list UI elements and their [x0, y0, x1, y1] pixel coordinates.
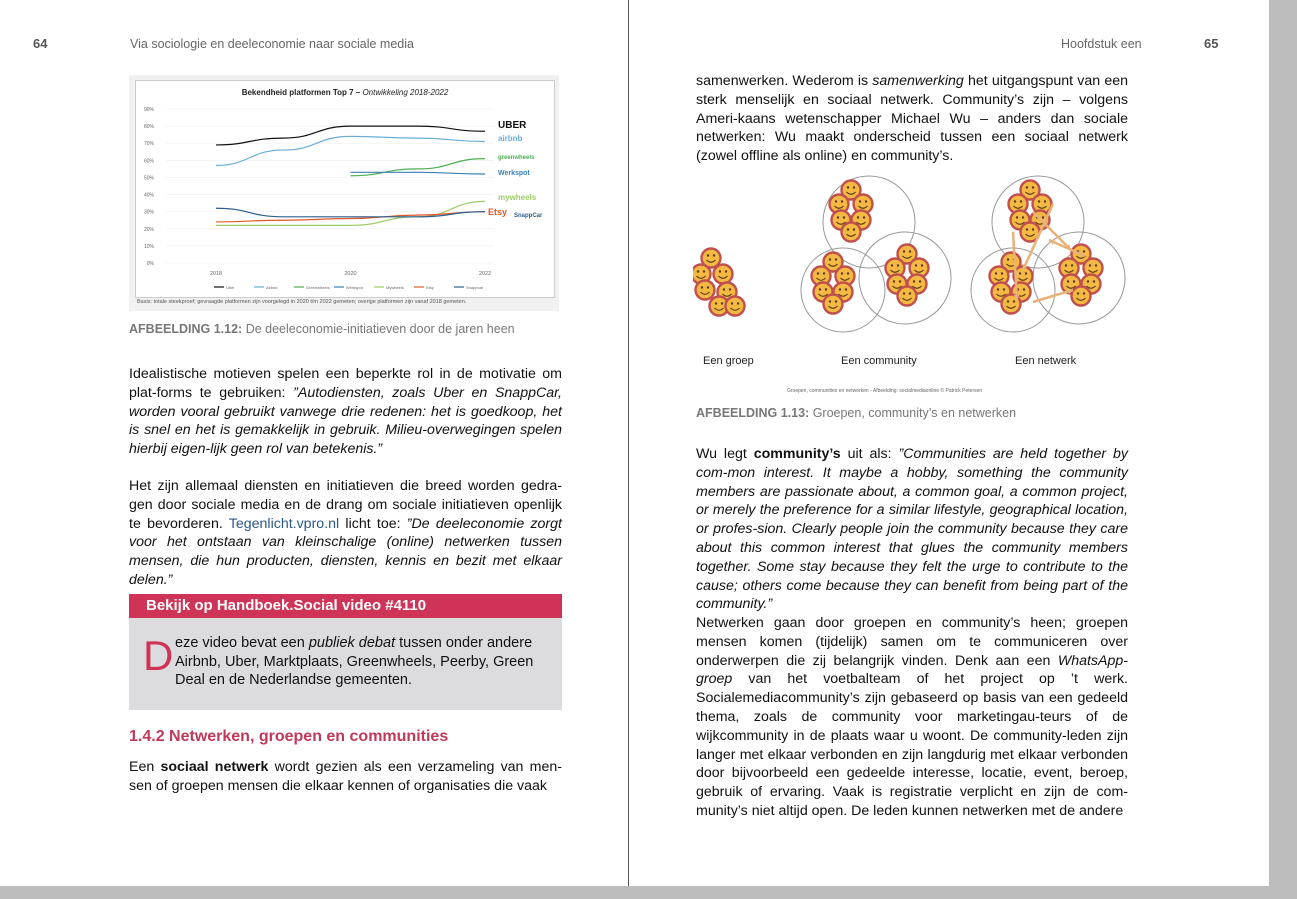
smiley-eye	[707, 286, 709, 288]
smiley-eye	[893, 280, 895, 282]
text: van het voetbalteam of het project op ’t werk. Socialemediacommunity’s zijn gebaseerd op basis van een gedeeld thema, zoals de community voor marketingau-teurs of de wijkcommunity in de plaats waar u woont. De community-leden zijn langer met elkaar verbonden en zijn langdurig met elkaar verbonden door bijvoorbeeld een gedeelde interesse, locatie, event, beroep, gebruik of ervaring. Vaak is registratie verplicht en zijn de com-munity’s niet altijd open. De leden kunnen netwerken met de andere	[696, 671, 1128, 819]
chart-title: Bekendheid platformen Top 7 – Ontwikkeling 2018-2022	[241, 88, 449, 97]
smiley-eye	[1007, 258, 1009, 260]
legend-label: Uber	[226, 285, 235, 290]
smiley-eye	[843, 216, 845, 218]
smiley-eye	[707, 254, 709, 256]
smiley-eye	[853, 228, 855, 230]
chart-subtitle: Ontwikkeling 2018-2022	[362, 88, 449, 97]
text: publiek debat	[308, 635, 396, 651]
smiley-eye	[1067, 280, 1069, 282]
smiley-eye	[899, 280, 901, 282]
text: community’s	[753, 446, 841, 462]
caption-text: De deeleconomie-initiatieven door de jaren heen	[242, 322, 515, 336]
paragraph	[696, 614, 1128, 821]
y-tick-label: 20%	[143, 226, 154, 233]
smiley-eye	[1020, 200, 1022, 202]
y-tick-label: 80%	[143, 124, 154, 131]
legend-label: Greenwheels	[306, 285, 330, 290]
text: tussen onder andere Airbnb, Uber, Marktplaats, Greenwheels, Peerby, Green Deal en de Nederlandse gemeenten.	[175, 635, 534, 688]
drop-cap: D	[143, 632, 174, 679]
diagram-label-network: Een netwerk	[1015, 355, 1077, 367]
smiley-eye	[737, 302, 739, 304]
smiley-eye	[915, 264, 917, 266]
smiley-eye	[1032, 228, 1034, 230]
text: samenwerken. Wederom is	[696, 73, 873, 89]
legend-label: Werkspot	[346, 285, 363, 290]
smiley-eye	[1087, 280, 1089, 282]
smiley-eye	[865, 200, 867, 202]
smiley-eye	[1026, 228, 1028, 230]
smiley-eye	[837, 216, 839, 218]
smiley-face-icon	[1072, 287, 1091, 306]
smiley-eye	[713, 254, 715, 256]
text: Een	[129, 759, 161, 775]
paragraph	[696, 445, 1128, 614]
paragraph	[129, 758, 562, 796]
smiley-eye	[1083, 292, 1085, 294]
chart-figure	[129, 75, 559, 311]
left-page	[0, 0, 628, 886]
text: wordt gezien als een verzameling van men-sen of groepen mensen die elkaar kennen of organisaties die vaak	[129, 759, 562, 794]
y-tick-label: 60%	[143, 158, 154, 165]
smiley-eye	[841, 272, 843, 274]
smiley-eye	[1071, 264, 1073, 266]
series-end-label: Werkspot	[498, 170, 530, 177]
page-number: 64	[33, 36, 48, 51]
smiley-eye	[1014, 200, 1016, 202]
smiley-eye	[1001, 272, 1003, 274]
smiley-eye	[829, 258, 831, 260]
smiley-eye	[825, 288, 827, 290]
smiley-eye	[863, 216, 865, 218]
smiley-eye	[729, 288, 731, 290]
smiley-eye	[817, 272, 819, 274]
diagram-label-group: Een groep	[703, 355, 754, 367]
callout-text	[175, 634, 553, 690]
caption-text: Groepen, community’s en netwerken	[809, 406, 1017, 420]
smiley-eye	[1089, 264, 1091, 266]
y-tick-label: 0%	[146, 261, 154, 267]
paragraph	[129, 477, 562, 590]
quote: ”De deeleconomie zorgt voor het ontstaan van kleinschalige (online) netwerken tussen mensen, die hun producten, diensten, kennis en bezit met elkaar delen.”	[129, 515, 562, 588]
y-tick-label: 90%	[143, 107, 154, 113]
chart-panel	[135, 80, 555, 298]
smiley-eye	[859, 200, 861, 202]
smiley-eye	[1032, 186, 1034, 188]
smiley-eye	[841, 200, 843, 202]
connection-arrow	[1033, 290, 1073, 302]
caption-label: AFBEELDING 1.13:	[696, 406, 810, 420]
smiley-eye	[1083, 250, 1085, 252]
smiley-eye	[1007, 300, 1009, 302]
smiley-eye	[715, 302, 717, 304]
legend-label: Snappcar	[466, 285, 484, 290]
smiley-eye	[1093, 280, 1095, 282]
smiley-eye	[847, 272, 849, 274]
smiley-eye	[839, 288, 841, 290]
smiley-eye	[1023, 288, 1025, 290]
smiley-eye	[1077, 292, 1079, 294]
smiley-eye	[725, 270, 727, 272]
tegenlicht-link[interactable]: Tegenlicht.vpro.nl	[228, 515, 340, 532]
smiley-face-icon	[824, 295, 843, 314]
smiley-eye	[731, 302, 733, 304]
quote: ”Communities are held together by com-mon interest. It maybe a hobby, something the community members are passionate about, a common goal, a common project, or merely the preference for a similar lifestyle, geographical location, or profes-sion. Clearly people join the community because they care about this common interest that glues the community members together. Some stay because they felt the urge to contribute to the cause; others come because they can benefit from being part of the community.”	[696, 446, 1128, 613]
line-chart	[136, 81, 554, 297]
smiley-eye	[1019, 272, 1021, 274]
smiley-eye	[995, 272, 997, 274]
text: Het zijn allemaal diensten en initiatieven die breed worden gedra-gen door sociale media en de drang om sociale initiatieven openlijk te bevorderen.	[129, 478, 562, 532]
series-end-label: mywheels	[498, 193, 537, 202]
smiley-face-icon	[696, 281, 715, 300]
y-tick-label: 50%	[143, 175, 154, 182]
smiley-eye	[903, 250, 905, 252]
legend-label: Airbnb	[266, 285, 278, 290]
smiley-eye	[835, 258, 837, 260]
y-tick-label: 10%	[143, 243, 154, 250]
smiley-eye	[721, 302, 723, 304]
smiley-eye	[703, 270, 705, 272]
series-line-werkspot	[350, 172, 484, 174]
figure-caption	[696, 406, 1016, 420]
section-heading: 1.4.2 Netwerken, groepen en communities	[129, 728, 449, 745]
smiley-face-icon	[842, 223, 861, 242]
smiley-eye	[1026, 186, 1028, 188]
video-callout-header	[129, 594, 562, 618]
smiley-eye	[997, 288, 999, 290]
paragraph	[696, 72, 1128, 166]
smiley-eye	[1065, 264, 1067, 266]
text: uit als:	[840, 446, 899, 462]
smiley-eye	[697, 270, 699, 272]
smiley-eye	[921, 264, 923, 266]
smiley-eye	[1044, 200, 1046, 202]
smiley-eye	[823, 272, 825, 274]
figure-caption	[129, 322, 515, 336]
chart-footnote: Basis: totale steekproef; gevraagde platformen zijn voorgelegd in 2020 t/m 2022 gemeten; overige platformen zijn vanaf 2018 gemeten.	[137, 299, 467, 305]
text: Idealistische motieven spelen een beperkte rol in de motivatie om plat-forms te gebruiken:	[129, 366, 562, 401]
series-end-label: UBER	[498, 120, 527, 131]
smiley-eye	[847, 186, 849, 188]
text: sociaal netwerk	[160, 759, 269, 775]
smiley-eye	[1022, 216, 1024, 218]
smiley-eye	[857, 216, 859, 218]
text: samenwerking	[872, 73, 964, 89]
paragraph	[129, 365, 562, 459]
x-tick-label: 2018	[209, 271, 223, 277]
legend-label: Mywheels	[386, 285, 404, 290]
series-end-label: greenwheels	[498, 155, 535, 161]
smiley-eye	[909, 292, 911, 294]
callout-title: Bekijk op Handboek.Social video #4110	[146, 597, 427, 614]
smiley-eye	[1025, 272, 1027, 274]
smiley-eye	[819, 288, 821, 290]
diagram-label-community: Een community	[841, 355, 917, 367]
smiley-eye	[847, 228, 849, 230]
smiley-eye	[903, 292, 905, 294]
smiley-face-icon	[898, 287, 917, 306]
series-end-label: Etsy	[488, 207, 508, 217]
smiley-eye	[701, 286, 703, 288]
legend-label: Etsy	[426, 285, 434, 290]
running-head: Via sociologie en deeleconomie naar sociale media	[130, 37, 414, 51]
smiley-eye	[1003, 288, 1005, 290]
smiley-eye	[1038, 200, 1040, 202]
running-head: Hoofdstuk een	[1061, 37, 1142, 51]
y-tick-label: 40%	[143, 192, 154, 199]
text: Netwerken gaan door groepen en community’s heen; groepen mensen komen (tijdelijk) samen om te communiceren over onderwerpen die zij belangrijk vinden. Denk aan een	[696, 615, 1128, 669]
series-end-label: SnappCar	[514, 213, 543, 219]
text: WhatsApp-groep	[696, 652, 1128, 688]
smiley-eye	[723, 288, 725, 290]
smiley-eye	[1016, 216, 1018, 218]
smiley-eye	[835, 300, 837, 302]
series-line-uber	[216, 126, 485, 145]
smiley-eye	[845, 288, 847, 290]
smiley-eye	[897, 264, 899, 266]
x-tick-label: 2020	[344, 271, 357, 277]
text: Wu legt	[696, 446, 754, 462]
smiley-eye	[829, 300, 831, 302]
text: licht toe:	[339, 515, 407, 532]
smiley-eye	[1073, 280, 1075, 282]
smiley-face-icon	[726, 297, 745, 316]
smiley-eye	[719, 270, 721, 272]
smiley-eye	[1042, 216, 1044, 218]
smiley-eye	[853, 186, 855, 188]
page-number: 65	[1204, 36, 1219, 51]
text: eze video bevat een	[175, 635, 309, 651]
diagram-credit: Groepen, communities en netwerken - Afbeelding: socialmediaonline © Patrick Petersen	[787, 388, 983, 394]
smiley-eye	[919, 280, 921, 282]
smiley-face-icon	[714, 265, 733, 284]
smiley-eye	[835, 200, 837, 202]
smiley-eye	[1095, 264, 1097, 266]
smiley-eye	[891, 264, 893, 266]
smiley-eye	[1013, 300, 1015, 302]
x-tick-label: 2022	[478, 271, 492, 277]
smiley-eye	[913, 280, 915, 282]
caption-label: AFBEELDING 1.12:	[129, 322, 243, 336]
series-end-label: airbnb	[498, 134, 523, 143]
smiley-eye	[909, 250, 911, 252]
y-tick-label: 70%	[143, 141, 154, 148]
series-line-mywheels	[216, 201, 485, 225]
right-page	[629, 0, 1269, 886]
y-tick-label: 30%	[143, 209, 154, 216]
text: het uitgangspunt van een sterk menselijk en sociaal netwerk. Community’s zijn – volgens Ameri-kaans wetenschapper Michael Wu – anders dan sociale netwerken: Wu maakt onderscheid tussen een sociaal netwerk (zowel offline als online) en community’s.	[696, 73, 1128, 165]
quote: ”Autodiensten, zoals Uber en SnappCar, worden vooral gebruikt vanwege drie redenen: het is goedkoop, het is snel en het is gemakkelijk in gebruik. Milieu-overwegingen spelen hierbij eigen-lijk geen rol van betekenis.”	[129, 384, 562, 458]
